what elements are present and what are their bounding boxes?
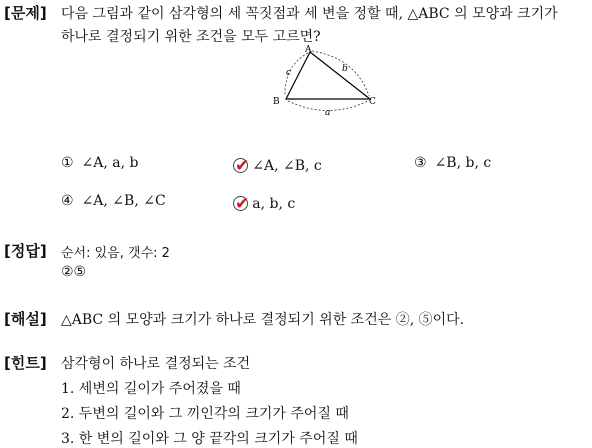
choice-1[interactable] xyxy=(61,155,139,171)
hint-label: [힌트] xyxy=(4,354,47,372)
choice-2[interactable] xyxy=(235,155,322,175)
choice-4[interactable] xyxy=(61,193,166,209)
check-mark-icon: ✔ xyxy=(235,194,250,214)
problem-text-line2: 하나로 결정되기 위한 조건을 모두 고르면? xyxy=(61,29,321,45)
choice-5[interactable] xyxy=(235,193,295,213)
choice-2-text: ∠A, ∠B, c xyxy=(252,158,322,174)
choice-1-marker: ① xyxy=(61,155,74,171)
choice-1-text: ∠A, a, b xyxy=(81,155,139,171)
hint-item-1: 1. 세변의 길이가 주어졌을 때 xyxy=(61,381,241,397)
side-c-label: c xyxy=(286,68,292,78)
vertex-b-label: B xyxy=(273,97,280,107)
triangle-edges xyxy=(286,52,370,99)
answer-label: [정답] xyxy=(4,242,47,260)
problem-text-line1: 다음 그림과 같이 삼각형의 세 꼭짓점과 세 변을 정할 때, △ABC 의 모양과 크기가 xyxy=(61,6,558,22)
hint-title: 삼각형이 하나로 결정되는 조건 xyxy=(61,356,251,372)
problem-label: [문제] xyxy=(4,4,47,22)
side-b-label: b xyxy=(342,64,348,74)
explanation-text: △ABC 의 모양과 크기가 하나로 결정되기 위한 조건은 ②, ⑤이다. xyxy=(61,312,465,328)
vertex-c-label: C xyxy=(369,97,376,107)
answer-summary: 순서: 있음, 갯수: 2 xyxy=(61,246,170,261)
choice-5-text: a, b, c xyxy=(252,196,296,212)
hint-item-2: 2. 두변의 길이와 그 끼인각의 크기가 주어질 때 xyxy=(61,406,349,422)
hint-item-3: 3. 한 변의 길이와 그 양 끝각의 크기가 주어질 때 xyxy=(61,431,358,447)
choice-3-marker: ③ xyxy=(414,155,427,171)
triangle-figure xyxy=(268,44,398,116)
side-b-arc xyxy=(312,51,369,96)
choice-4-text: ∠A, ∠B, ∠C xyxy=(81,193,166,209)
check-mark-icon: ✔ xyxy=(235,156,250,176)
choice-3[interactable] xyxy=(414,155,491,171)
choice-3-text: ∠B, b, c xyxy=(434,155,492,171)
explanation-label: [해설] xyxy=(4,310,47,328)
answer-value: ②⑤ xyxy=(61,264,87,280)
side-a-label: a xyxy=(325,108,331,116)
vertex-a-label: A xyxy=(305,45,312,55)
choice-4-marker: ④ xyxy=(61,193,74,209)
